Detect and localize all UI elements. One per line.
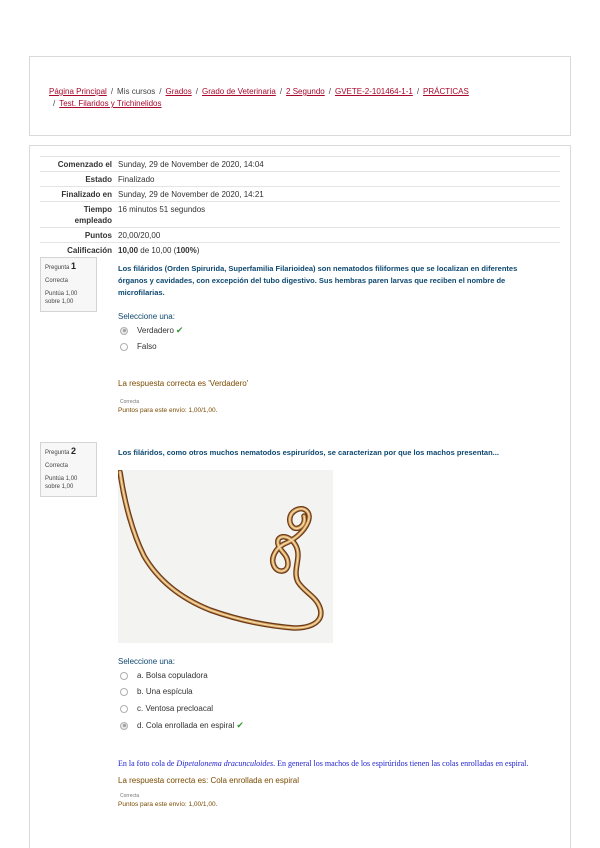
option-label: d. Cola enrollada en espiral	[137, 721, 235, 730]
radio-button[interactable]	[120, 688, 128, 696]
question-1-info	[40, 257, 97, 312]
breadcrumb-test[interactable]: Test. Filaridos y Trichinelidos	[59, 99, 162, 108]
grade-close: )	[196, 246, 200, 255]
question-2-state-small: Correcta	[120, 793, 140, 799]
summary-label: Finalizado en	[61, 190, 112, 199]
feedback-species: Dipetalonema dracunculoides	[176, 759, 274, 768]
question-1-option-false[interactable]	[120, 342, 157, 351]
question-number	[45, 262, 92, 272]
question-1-prompt: Seleccione una:	[118, 312, 175, 321]
summary-label-line: Tiempo	[83, 205, 112, 214]
question-1-points: Puntos para este envío: 1,00/1,00.	[118, 407, 218, 414]
summary-label: Comenzado el	[57, 160, 112, 169]
question-1-state-small: Correcta	[120, 399, 140, 405]
summary-value: 16 minutos 51 segundos	[118, 205, 206, 214]
summary-label: Calificación	[67, 246, 112, 255]
question-label: Pregunta	[45, 450, 70, 456]
question-2-option-a[interactable]	[120, 671, 208, 680]
nematode-photo	[118, 470, 333, 643]
question-2-option-b[interactable]	[120, 687, 193, 696]
radio-button[interactable]	[120, 672, 128, 680]
question-2-prompt: Seleccione una:	[118, 657, 175, 666]
feedback-text: En la foto cola de	[118, 759, 177, 768]
check-icon: ✔	[175, 325, 184, 335]
summary-label: Estado	[85, 175, 112, 184]
question-grade-line: sobre 1,00	[45, 484, 74, 490]
attempt-summary-table	[40, 156, 560, 257]
option-label: a. Bolsa copuladora	[137, 671, 208, 680]
summary-row-points	[40, 228, 560, 243]
radio-button[interactable]	[120, 327, 128, 335]
summary-value: Sunday, 29 de November de 2020, 14:21	[118, 190, 264, 199]
breadcrumb-practicas[interactable]: PRÁCTICAS	[423, 87, 469, 96]
option-label: b. Una espícula	[137, 687, 193, 696]
breadcrumb-home[interactable]: Página Principal	[49, 87, 107, 96]
question-grade	[45, 475, 92, 491]
question-2-right-answer: La respuesta correcta es: Cola enrollada en espiral	[118, 776, 299, 785]
question-1-text: Los filáridos (Orden Spirurida, Superfamilia Filarioidea) son nematodos filiformes que se localizan en diferentes órganos y cavidades, con excepción del tubo digestivo. Sus hembras paren larvas que reciben el nombre de microfilarias.	[118, 264, 518, 297]
summary-label	[40, 202, 118, 228]
question-grade-line: sobre 1,00	[45, 299, 74, 305]
summary-row-state	[40, 172, 560, 187]
summary-value: 20,00/20,00	[118, 231, 161, 240]
summary-label-line: empleado	[74, 216, 112, 225]
question-2-text: Los filáridos, como otros muchos nematodos espirurídos, se caracterizan por que los machos presentan...	[118, 448, 499, 457]
question-grade	[45, 290, 92, 306]
radio-button[interactable]	[120, 343, 128, 351]
check-icon: ✔	[236, 720, 244, 730]
radio-button[interactable]	[120, 705, 128, 713]
question-2-option-c[interactable]	[120, 704, 213, 713]
nematode-illustration	[118, 470, 333, 643]
question-label: Pregunta	[45, 265, 70, 271]
summary-value: Sunday, 29 de November de 2020, 14:04	[118, 160, 264, 169]
question-2-info	[40, 442, 97, 497]
breadcrumb: Página Principal / Mis cursos / Grados / Grado de Veterinaria / 2 Segundo / GVETE-2-101464-1-1 / PRÁCTICAS / Test. Filaridos y Trichinelidos	[49, 87, 469, 108]
summary-row-time	[40, 202, 560, 228]
question-2-points: Puntos para este envío: 1,00/1,00.	[118, 801, 218, 808]
feedback-text: . En general los machos de los espirúridos tienen las colas enrolladas en espiral.	[273, 759, 529, 768]
question-state: Correcta	[45, 278, 69, 284]
option-label: Verdadero	[137, 326, 174, 335]
radio-button[interactable]	[120, 722, 128, 730]
summary-value: Finalizado	[118, 175, 155, 184]
grade-of: de 10,00 (	[138, 246, 177, 255]
breadcrumb-card	[29, 56, 571, 136]
question-1-option-true[interactable]	[120, 325, 183, 336]
option-label: c. Ventosa precloacal	[137, 704, 214, 713]
breadcrumb-grado-veterinaria[interactable]: Grado de Veterinaria	[201, 87, 276, 96]
option-label: Falso	[137, 342, 157, 351]
question-number	[45, 447, 92, 457]
summary-row-finished	[40, 187, 560, 202]
breadcrumb-course[interactable]: GVETE-2-101464-1-1	[334, 87, 413, 96]
grade-percent: 100%	[176, 246, 197, 255]
question-grade-line: Puntúa 1,00	[45, 291, 78, 297]
question-2-option-d[interactable]	[120, 720, 244, 731]
question-number-value: 2	[71, 446, 77, 456]
question-1-right-answer: La respuesta correcta es 'Verdadero'	[118, 379, 249, 388]
breadcrumb-grados[interactable]: Grados	[165, 87, 192, 96]
summary-row-started	[40, 157, 560, 172]
breadcrumb-my-courses: Mis cursos	[117, 87, 156, 96]
summary-row-grade	[40, 243, 560, 258]
grade-score: 10,00	[118, 246, 139, 255]
summary-label: Puntos	[84, 231, 112, 240]
question-grade-line: Puntúa 1,00	[45, 476, 78, 482]
summary-value	[118, 243, 560, 258]
question-number-value: 1	[71, 261, 77, 271]
question-state: Correcta	[45, 463, 69, 469]
breadcrumb-segundo[interactable]: 2 Segundo	[286, 87, 325, 96]
question-2-general-feedback	[118, 759, 528, 768]
